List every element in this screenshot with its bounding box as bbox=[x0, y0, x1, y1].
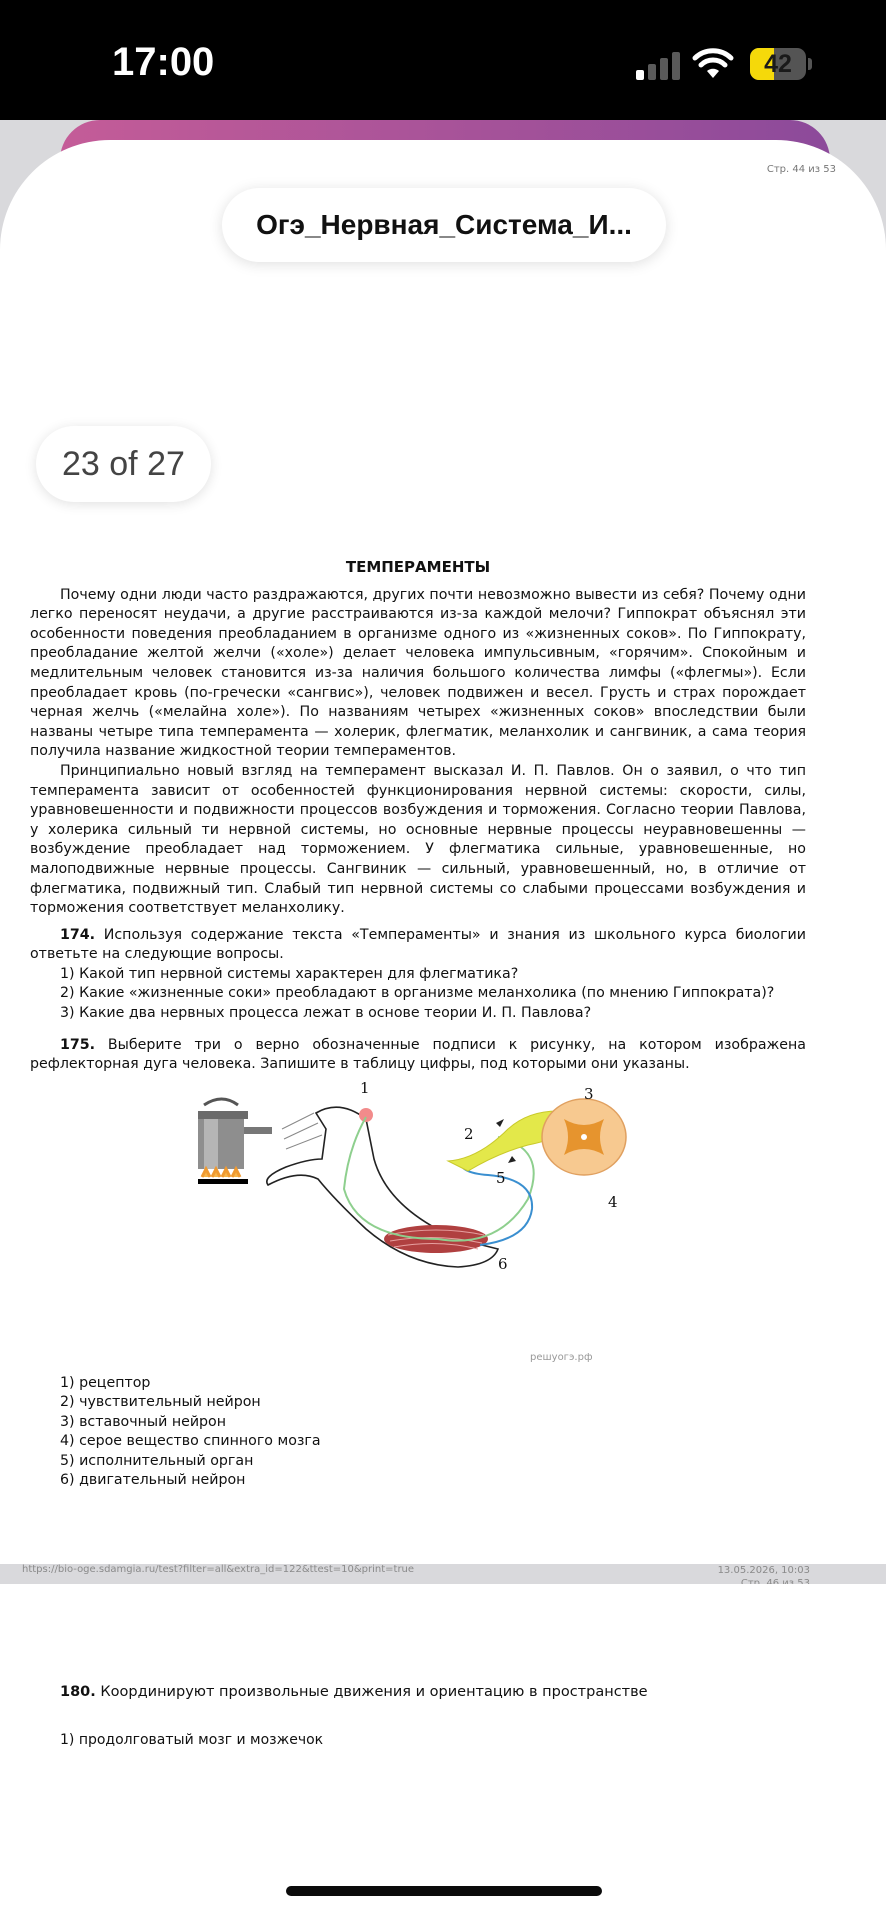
figure-label: 5 bbox=[496, 1168, 506, 1187]
document-title[interactable]: Огэ_Нервная_Система_И... bbox=[222, 188, 666, 262]
answer-option: 4) серое вещество спинного мозга bbox=[60, 1433, 321, 1450]
question-number: 174. bbox=[60, 926, 96, 943]
answer-option: 3) вставочный нейрон bbox=[60, 1413, 227, 1430]
battery-icon bbox=[750, 48, 806, 80]
figure-label: 1 bbox=[360, 1078, 370, 1097]
answer-option: 5) исполнительный орган bbox=[60, 1452, 254, 1469]
section-heading: ТЕМПЕРАМЕНТЫ bbox=[345, 558, 491, 576]
question-item: 3) Какие два нервных процесса лежат в основе теории И. П. Павлова? bbox=[60, 1005, 592, 1022]
question-180 bbox=[60, 1684, 648, 1700]
paragraph: Принципиально новый взгляд на темперамент высказал И. П. Павлов. Он о заявил, о что тип темперамента зависит от особенностей функционирования нервной системы: скорости, силы, уравновешенности и подвижности процессов возбуждения и торможения. Согласно теории Павлова, у холерика сильный ти нервной системы, но основные нервные процессы неуравновешенны — возбуждение преобладает над торможением. У флегматика сильные, уравновешенные, но малоподвижные нервные процессы. Сангвиник — сильный, уравновешенный, но, в отличие от флегматика, подвижный тип. Слабый тип нервной системы со слабыми процессами возбуждения и торможения соответствует меланхолику. bbox=[30, 762, 806, 917]
footer-timestamp: 13.05.2026, 10:03 bbox=[717, 1565, 810, 1576]
figure-label: 4 bbox=[608, 1192, 618, 1211]
question-item: 2) Какие «жизненные соки» преобладают в организме меланхолика (по мнению Гиппократа)? bbox=[60, 985, 775, 1002]
status-bar bbox=[0, 0, 886, 130]
question-number: 175. bbox=[60, 1036, 96, 1053]
document-page bbox=[0, 306, 886, 1564]
answer-options bbox=[60, 1374, 321, 1490]
figure-label: 6 bbox=[498, 1254, 508, 1273]
footer-url: https://bio-oge.sdamgia.ru/test?filter=all&extra_id=122&ttest=10&print=true bbox=[22, 1564, 415, 1575]
paragraph: Почему одни люди часто раздражаются, других почти невозможно вывести из себя? Почему одни легко переносят неудачи, а другие расстраиваются из-за каждой мелочи? Гиппократ объяснял эти особенности поведения преобладанием в организме одного из «жизненных соков». По Гиппократу, преобладание желтой желчи («холе») делает человека импульсивным, «горячим». Спокойным и медлительным человек становится из-за наличия большого количества лимфы («флегмы»). Если преобладает кровь (по-гречески «сангвис»), человек подвижен и весел. Грусть и страх порождает черная желчь («мелайна холе»). По названиям четырех «жизненных соков» впоследствии были названы четыре типа темперамента — холерик, флегматик, меланхолик и сангвиник, а сама теория получила название жидкостной теории темпераментов. bbox=[30, 586, 806, 760]
answer-option: 1) рецептор bbox=[60, 1375, 151, 1391]
figure-label: 2 bbox=[464, 1124, 474, 1143]
reflex-arc-figure bbox=[198, 1078, 638, 1289]
wifi-icon bbox=[692, 46, 734, 80]
home-indicator[interactable] bbox=[286, 1886, 602, 1896]
status-time: 17:00 bbox=[112, 40, 215, 84]
page-label-top: Стр. 44 из 53 bbox=[766, 164, 836, 175]
document-viewer[interactable] bbox=[0, 120, 886, 1920]
cellular-signal-icon bbox=[636, 50, 680, 80]
figure-label: 3 bbox=[584, 1084, 594, 1103]
question-number: 180. bbox=[60, 1684, 96, 1700]
page-content bbox=[30, 558, 806, 1289]
question-text: Используя содержание текста «Темпераменты» и знания из школьного курса биологии ответьте на следующие вопросы. bbox=[30, 926, 806, 963]
question-174 bbox=[30, 926, 806, 1024]
next-document-page bbox=[0, 1584, 886, 1920]
answer-option: 1) продолговатый мозг и мозжечок bbox=[60, 1732, 324, 1748]
reflex-arc-illustration bbox=[198, 1089, 638, 1289]
answer-option: 2) чувствительный нейрон bbox=[60, 1394, 261, 1411]
battery-cap bbox=[808, 58, 812, 70]
question-text: Координируют произвольные движения и ориентацию в пространстве bbox=[100, 1684, 648, 1700]
question-text: Выберите три о верно обозначенные подписи к рисунку, на котором изображена рефлекторная дуга человека. Запишите в таблицу цифры, под которыми они указаны. bbox=[30, 1036, 806, 1073]
figure-credit: решуогэ.рф bbox=[530, 1352, 593, 1363]
question-item: 1) Какой тип нервной системы характерен для флегматика? bbox=[60, 965, 519, 982]
page-counter[interactable]: 23 of 27 bbox=[36, 426, 211, 502]
answer-option: 6) двигательный нейрон bbox=[60, 1472, 246, 1489]
question-175 bbox=[30, 1036, 806, 1075]
battery-percentage: 42 bbox=[764, 50, 792, 78]
